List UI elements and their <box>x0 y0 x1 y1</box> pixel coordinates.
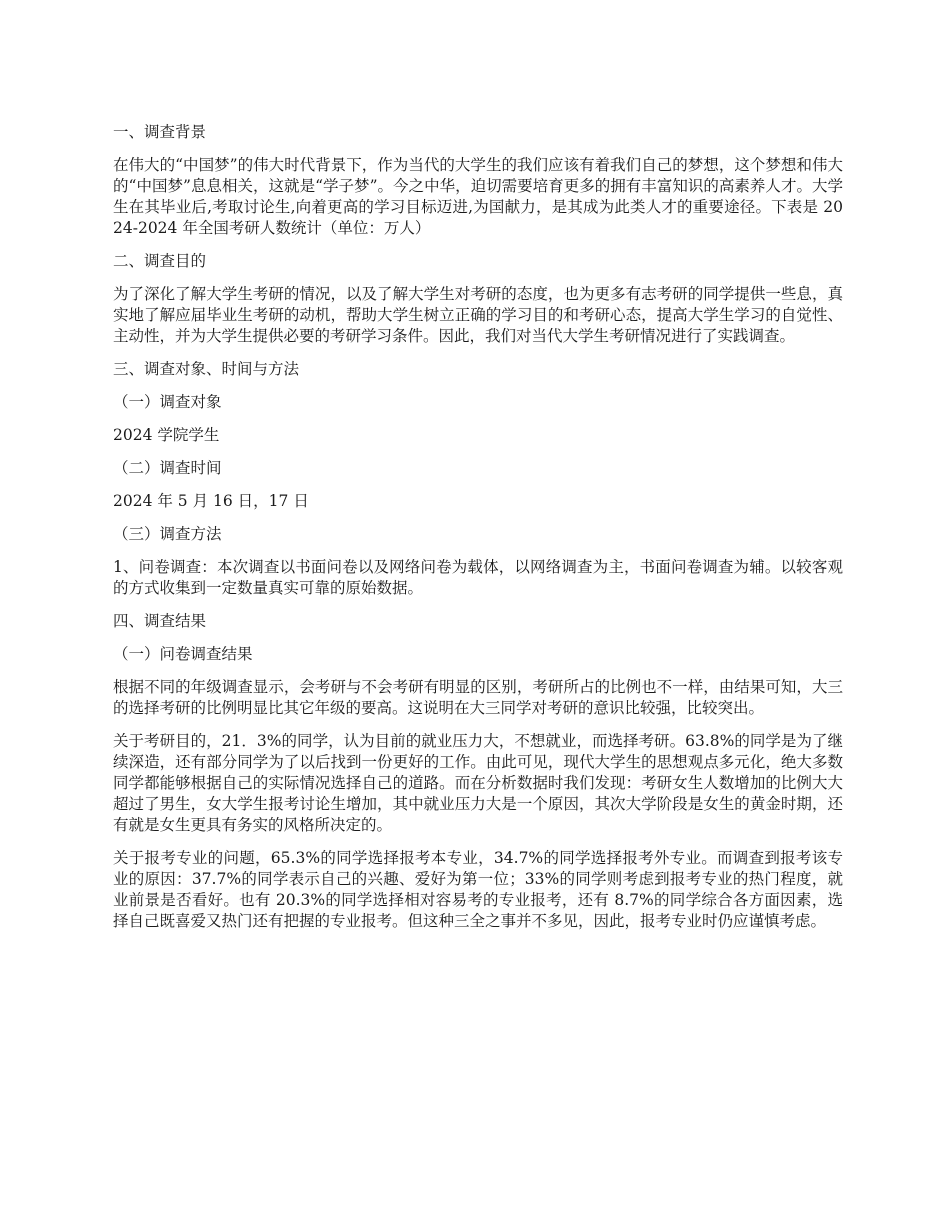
document-page <box>113 122 843 932</box>
major-results-paragraph: 关于报考专业的问题，65.3%的同学选择报考本专业，34.7%的同学选择报考外专业。而调查到报考该专业的原因：37.7%的同学表示自己的兴趣、爱好为第一位；33%的同学则考虑到报考专业的热门程度，就业前景是否看好。也有 20.3%的同学选择相对容易考的专业报考，还有 8.7%的同学综合各方面因素，选择自己既喜爱又热门还有把握的专业报考。但这种三全之事并不多见，因此，报考专业时仍应谨慎考虑。 <box>113 849 843 930</box>
time-paragraph: 2024 年 5 月 16 日，17 日 <box>113 492 309 510</box>
purpose-paragraph: 为了深化了解大学生考研的情况，以及了解大学生对考研的态度，也为更多有志考研的同学提供一些息，真实地了解应届毕业生考研的动机，帮助大学生树立正确的学习目的和考研心态，提高大学生学习的自觉性、主动性，并为大学生提供必要的考研学习条件。因此，我们对当代大学生考研情况进行了实践调查。 <box>113 285 843 345</box>
subjects-paragraph: 2024 学院学生 <box>113 426 220 444</box>
section-heading-background: 一、调查背景 <box>113 123 207 141</box>
method-paragraph: 1、问卷调查：本次调查以书面问卷以及网络问卷为载体，以网络调查为主，书面问卷调查为辅。以较客观的方式收集到一定数量真实可靠的原始数据。 <box>113 558 843 597</box>
section-heading-subjects-time-method: 三、调查对象、时间与方法 <box>113 360 300 378</box>
background-paragraph: 在伟大的“中国梦”的伟大时代背景下，作为当代的大学生的我们应该有着我们自己的梦想，这个梦想和伟大的“中国梦”息息相关，这就是“学子梦”。今之中华，迫切需要培育更多的拥有丰富知识的高素养人才。大学生在其毕业后,考取讨论生,向着更高的学习目标迈进,为国献力，是其成为此类人才的重要途径。下表是 2024-2024 年全国考研人数统计（单位：万人） <box>113 156 843 237</box>
purpose-results-paragraph: 关于考研目的，21．3%的同学，认为目前的就业压力大，不想就业，而选择考研。63.8%的同学是为了继续深造，还有部分同学为了以后找到一份更好的工作。由此可见，现代大学生的思想观点多元化，绝大多数同学都能够根据自己的实际情况选择自己的道路。而在分析数据时我们发现：考研女生人数增加的比例大大超过了男生，女大学生报考讨论生增加，其中就业压力大是一个原因，其次大学阶段是女生的黄金时期，还有就是女生更具有务实的风格所决定的。 <box>113 732 843 834</box>
subsection-heading-survey-results: （一）问卷调查结果 <box>113 645 253 663</box>
section-heading-results: 四、调查结果 <box>113 612 207 630</box>
grade-results-paragraph: 根据不同的年级调查显示，会考研与不会考研有明显的区别，考研所占的比例也不一样，由结果可知，大三的选择考研的比例明显比其它年级的要高。这说明在大三同学对考研的意识比较强，比较突出。 <box>113 678 843 717</box>
subsection-heading-subjects: （一）调查对象 <box>113 393 222 411</box>
subsection-heading-method: （三）调查方法 <box>113 525 222 543</box>
section-heading-purpose: 二、调查目的 <box>113 252 207 270</box>
subsection-heading-time: （二）调查时间 <box>113 459 222 477</box>
